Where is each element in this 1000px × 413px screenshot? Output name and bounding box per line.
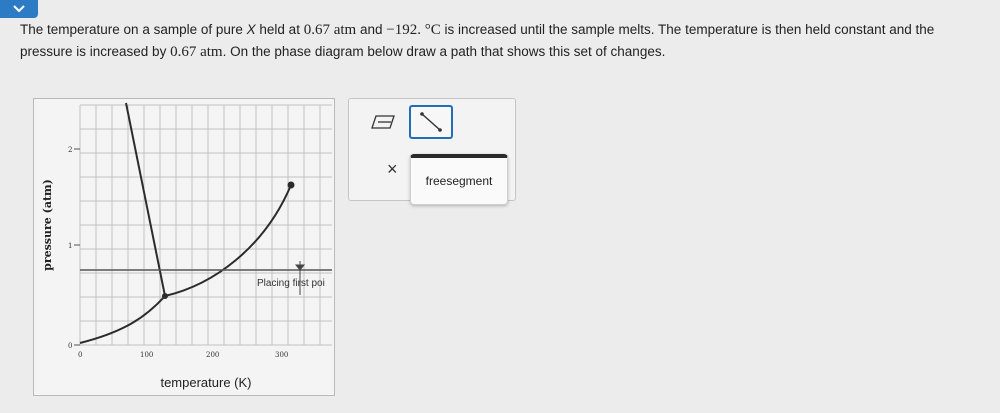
y-tick-2: 2 [68, 146, 73, 154]
y-axis [68, 146, 80, 350]
line-segment-tool-button[interactable] [409, 105, 453, 139]
eraser-button[interactable] [363, 106, 403, 138]
x-axis [78, 351, 288, 359]
pressure-increase: 0.67 atm [170, 44, 223, 60]
melting-curve [126, 103, 165, 296]
question-part2: held at [255, 22, 304, 37]
placing-hint: Placing first poi [257, 278, 325, 289]
x-tick-300: 300 [275, 351, 289, 359]
question-part5: . On the phase diagram below draw a path that shows this set of changes. [222, 44, 666, 59]
collapse-toggle-button[interactable] [0, 0, 38, 18]
phase-diagram[interactable] [34, 99, 334, 395]
x-tick-100: 100 [140, 351, 154, 359]
triple-point [162, 293, 168, 299]
initial-pressure: 0.67 atm [303, 22, 357, 38]
grid [80, 105, 332, 345]
critical-point [288, 182, 295, 189]
line-segment-icon [418, 110, 444, 134]
eraser-icon [370, 114, 396, 130]
substance-var: X [246, 22, 256, 37]
tool-tooltip [410, 154, 508, 205]
question-text [20, 19, 990, 63]
y-tick-1: 1 [68, 242, 73, 250]
chevron-down-icon [12, 4, 26, 14]
question-part1: The temperature on a sample of pure [20, 22, 247, 37]
x-tick-0: 0 [78, 351, 83, 359]
y-tick-0: 0 [68, 342, 73, 350]
y-axis-title: pressure (atm) [41, 179, 54, 271]
phase-diagram-panel [33, 98, 335, 396]
question-part3: and [356, 22, 387, 37]
question-part4: is increased until the sample melts. The temperature is then held constant and the pressure is increased by [20, 22, 935, 59]
initial-temperature: −192. °C [386, 22, 441, 38]
sublimation-curve [80, 296, 165, 343]
x-tick-200: 200 [206, 351, 220, 359]
tooltip-label: freesegment [425, 174, 493, 188]
x-axis-title: temperature (K) [160, 375, 252, 390]
close-button[interactable]: × [387, 159, 398, 179]
